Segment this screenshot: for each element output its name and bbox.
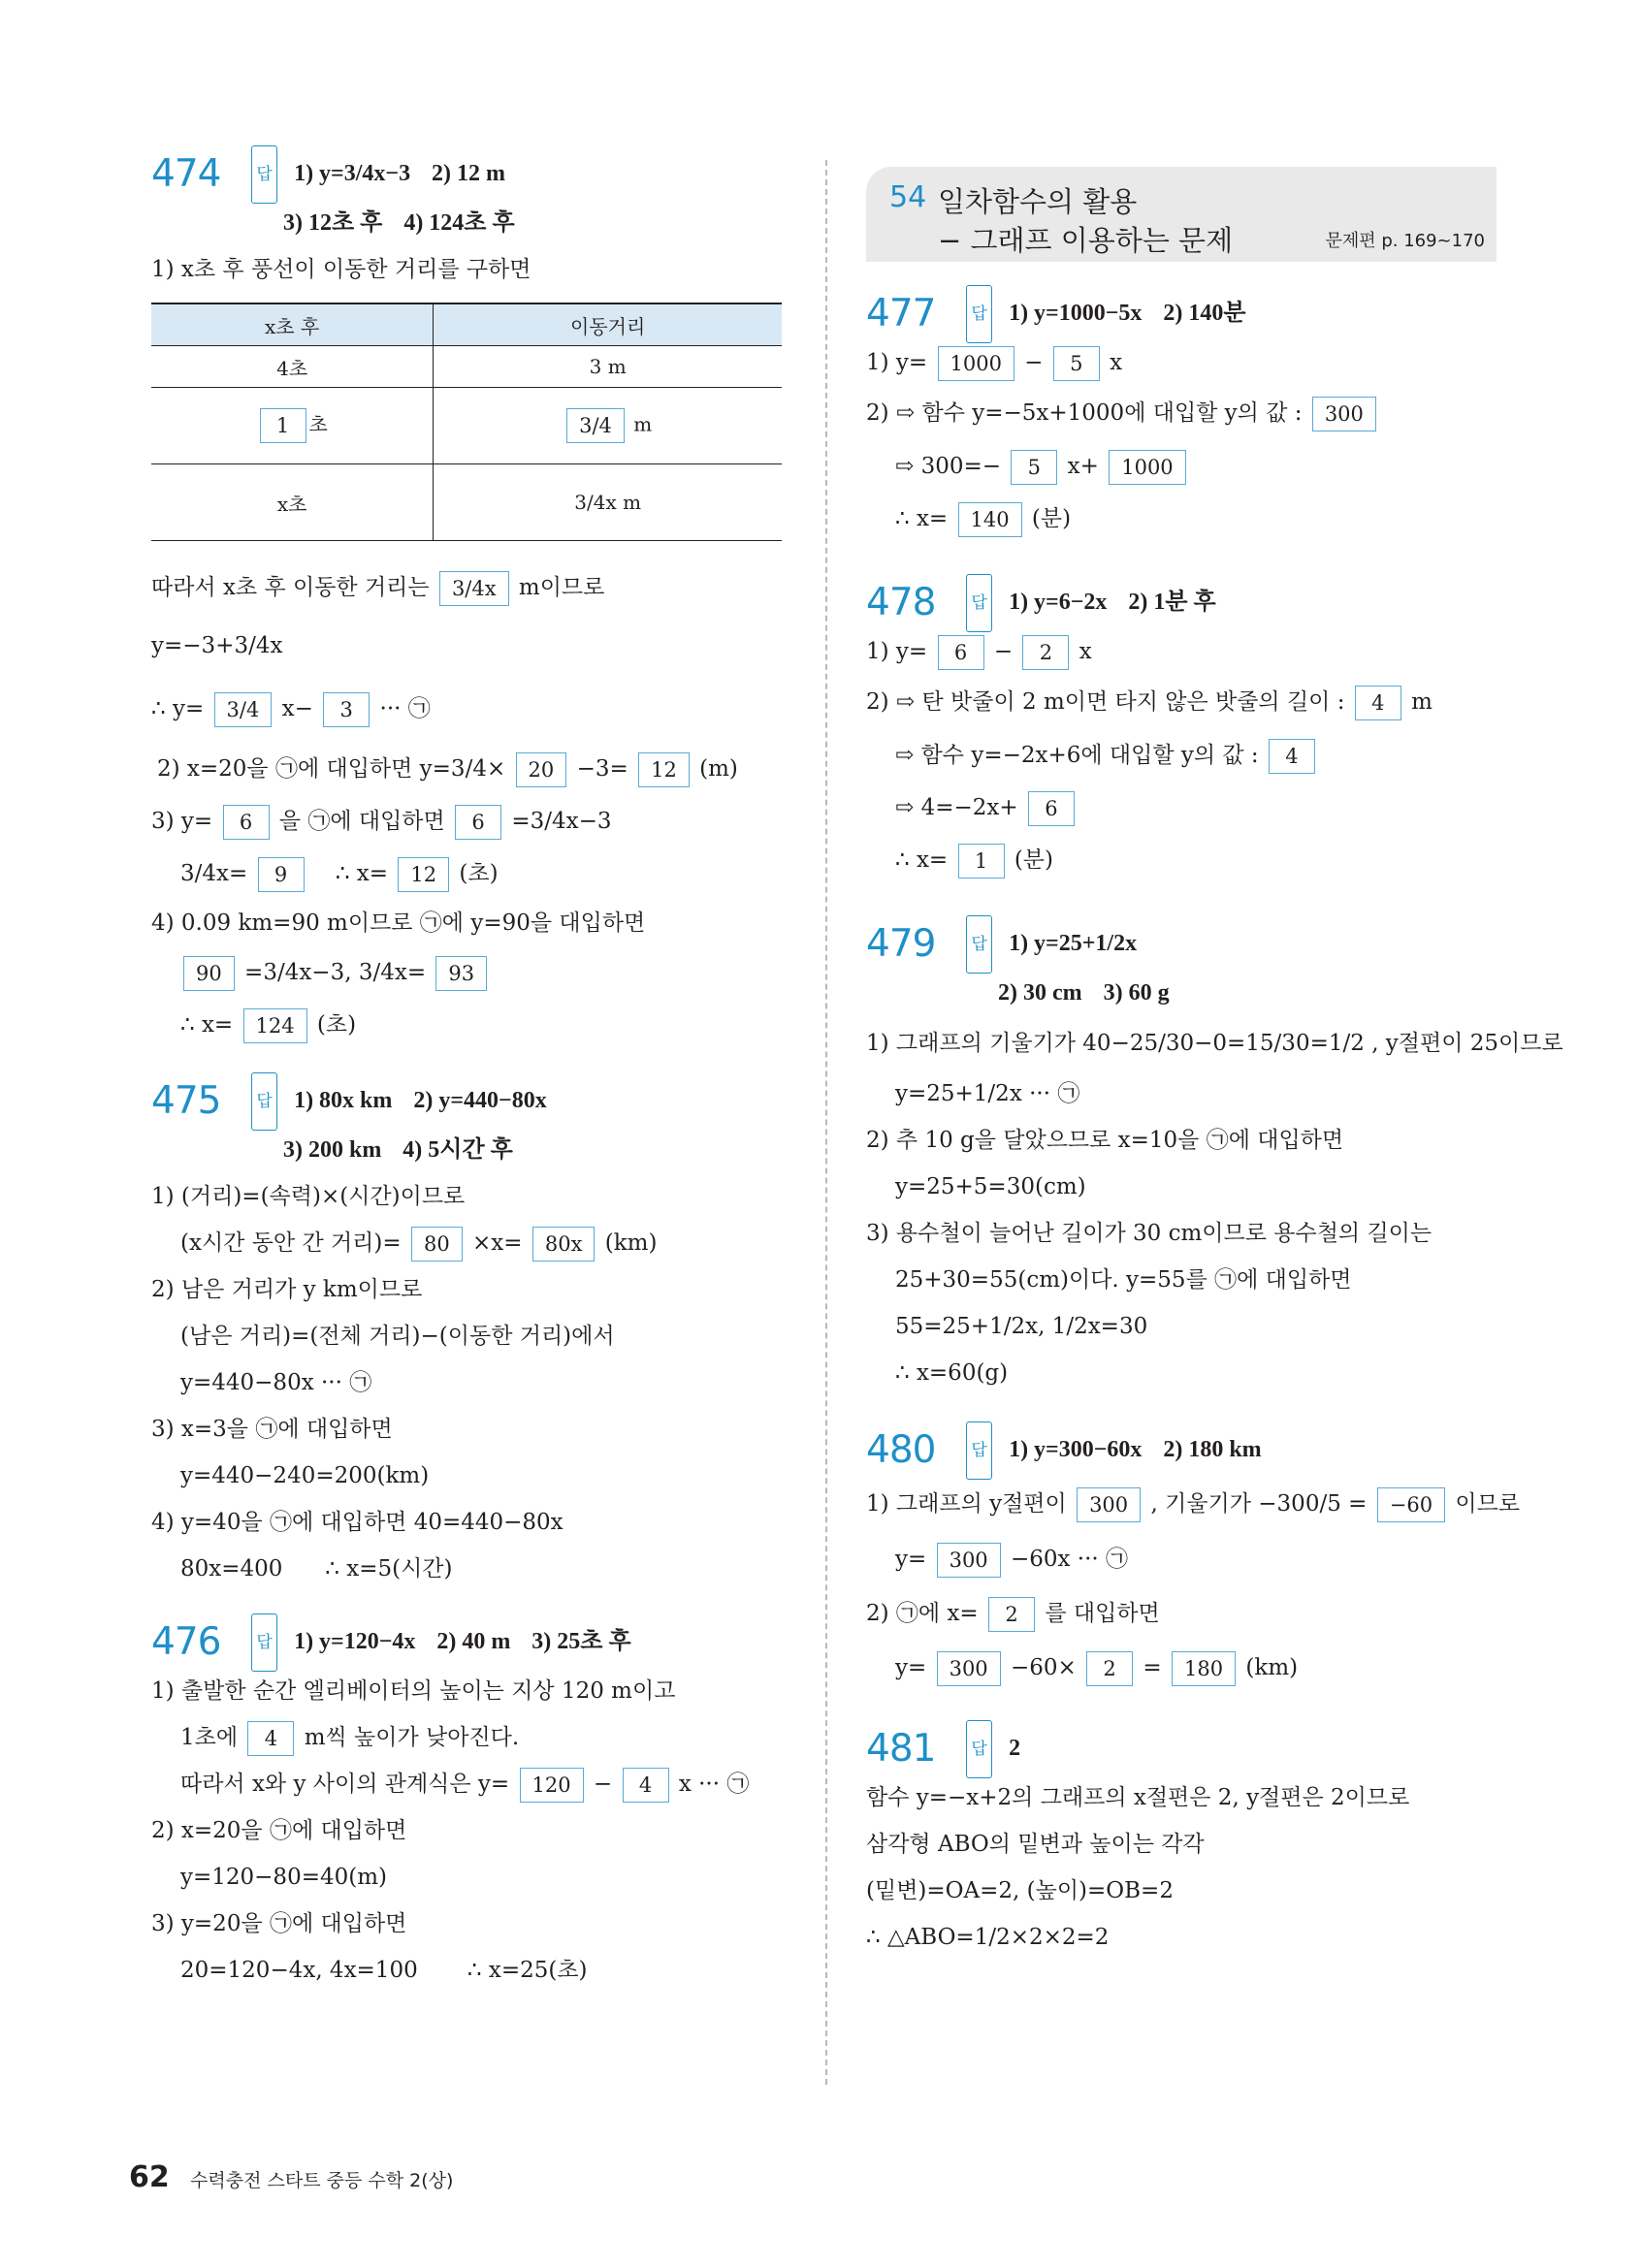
solution-line: 3) y=20을 ㉠에 대입하면 bbox=[151, 1911, 407, 1936]
solution-text: ∴ x= bbox=[180, 1012, 234, 1038]
answer-box: 300 bbox=[1312, 397, 1376, 431]
book-title: 수력충전 스타트 중등 수학 2(상) bbox=[190, 2170, 454, 2191]
solution-line: 3) x=3을 ㉠에 대입하면 bbox=[151, 1417, 393, 1442]
solution-line: (밑변)=OA=2, (높이)=OB=2 bbox=[866, 1878, 1174, 1903]
solution-text: 2) x=20을 ㉠에 대입하면 y=3/4× bbox=[157, 756, 506, 782]
solution-text: ×x= bbox=[472, 1230, 523, 1256]
solution-text: 1) y= bbox=[866, 639, 928, 664]
page-number: 62 bbox=[129, 2160, 170, 2194]
solution-line: 함수 y=−x+2의 그래프의 x절편은 2, y절편은 2이므로 bbox=[866, 1785, 1410, 1810]
problem-478 bbox=[866, 574, 1497, 886]
solution-line: y=25+1/2x ··· ㉠ bbox=[895, 1081, 1080, 1106]
solution-line: 2) 추 10 g을 달았으므로 x=10을 ㉠에 대입하면 bbox=[866, 1128, 1344, 1153]
answer-box: 4 bbox=[623, 1768, 669, 1803]
solution-text: ∴ x= bbox=[895, 506, 949, 531]
solution-text: (초) bbox=[459, 861, 499, 886]
page-footer bbox=[129, 2160, 453, 2194]
answer-box: 9 bbox=[258, 857, 305, 892]
section-title: 일차함수의 활용 bbox=[938, 185, 1138, 218]
solution-text: ⇨ 300=− bbox=[895, 454, 1002, 479]
answer-box: 80 bbox=[411, 1227, 463, 1262]
solution-line: 1) x초 후 풍선이 이동한 거리를 구하면 bbox=[151, 257, 531, 282]
solution-text: x+ bbox=[1067, 454, 1099, 479]
solution-text: x ··· ㉠ bbox=[678, 1772, 750, 1797]
answer-box: 4 bbox=[247, 1721, 294, 1756]
problem-number: 475 bbox=[151, 1079, 221, 1123]
solution-line: ∴ △ABO=1/2×2×2=2 bbox=[866, 1925, 1110, 1950]
problem-474 bbox=[151, 145, 782, 1051]
solution-text: 을 ㉠에 대입하면 bbox=[278, 809, 445, 834]
answer-2: 2) y=440−80x bbox=[413, 1088, 547, 1113]
solution-text: 이므로 bbox=[1455, 1491, 1521, 1517]
solution-text: ∴ y= bbox=[151, 696, 205, 721]
answer-1: 1) y=120−4x bbox=[294, 1629, 416, 1654]
right-column bbox=[866, 167, 1563, 1961]
answer-badge: 답 bbox=[966, 285, 991, 343]
solution-text: (분) bbox=[1031, 506, 1072, 531]
problem-number: 480 bbox=[866, 1428, 936, 1472]
answer-box: 5 bbox=[1053, 346, 1100, 381]
column-divider bbox=[825, 160, 827, 2085]
solution-line: y=25+5=30(cm) bbox=[895, 1174, 1086, 1199]
answer-badge: 답 bbox=[966, 1720, 991, 1778]
answer-1: 1) y=1000−5x bbox=[1009, 301, 1143, 326]
answer-4: 4) 5시간 후 bbox=[402, 1137, 513, 1163]
answer-2: 2) 180 km bbox=[1163, 1437, 1262, 1462]
left-column bbox=[151, 145, 782, 1994]
answer-box: 3/4 bbox=[566, 408, 625, 443]
solution-text: ··· ㉠ bbox=[379, 696, 431, 721]
answer-2: 2) 12 m bbox=[432, 161, 505, 186]
solution-text: x− bbox=[281, 696, 313, 721]
table-cell: x초 bbox=[151, 464, 434, 541]
solution-line: 1) 출발한 순간 엘리베이터의 높이는 지상 120 m이고 bbox=[151, 1678, 676, 1704]
answer-box: 6 bbox=[223, 805, 270, 840]
answer-box: 300 bbox=[1077, 1487, 1141, 1522]
solution-text: 1) 그래프의 y절편이 bbox=[866, 1491, 1067, 1517]
answer-box: 80x bbox=[532, 1227, 596, 1262]
answer-box: 2 bbox=[1086, 1651, 1133, 1686]
answer-1: 1) y=25+1/2x bbox=[1009, 931, 1138, 956]
problem-number: 474 bbox=[151, 152, 221, 196]
solution-text: (km) bbox=[604, 1230, 658, 1256]
answer-box: 120 bbox=[520, 1768, 584, 1803]
answer-box: 1000 bbox=[938, 346, 1014, 381]
answer-1: 1) y=6−2x bbox=[1009, 590, 1108, 615]
solution-line: 삼각형 ABO의 밑변과 높이는 각각 bbox=[866, 1832, 1205, 1857]
solution-text: 1) y= bbox=[866, 350, 928, 375]
problem-number: 476 bbox=[151, 1620, 221, 1664]
solution-text: −3= bbox=[576, 756, 628, 782]
solution-line: (남은 거리)=(전체 거리)−(이동한 거리)에서 bbox=[180, 1324, 615, 1349]
answer-1: 2 bbox=[1009, 1736, 1021, 1761]
solution-text: y= bbox=[895, 1547, 927, 1572]
solution-text: (분) bbox=[1014, 847, 1053, 873]
answer-1: 1) y=3/4x−3 bbox=[294, 161, 411, 186]
solution-text: 40−25/30−0=15/30=1/2 bbox=[1082, 1031, 1365, 1056]
solution-text: − bbox=[993, 639, 1014, 664]
solution-text: 1초에 bbox=[180, 1725, 239, 1750]
answer-box: 3 bbox=[323, 692, 370, 727]
solution-text: 따라서 x초 후 이동한 거리는 bbox=[151, 575, 430, 600]
answer-box: −60 bbox=[1377, 1487, 1445, 1522]
solution-text: ∴ x=5(시간) bbox=[325, 1556, 453, 1581]
unit-text: 초 bbox=[308, 412, 328, 436]
solution-text: −60x ··· ㉠ bbox=[1010, 1547, 1129, 1572]
solution-text: 2) ㉠에 x= bbox=[866, 1601, 979, 1626]
solution-text: m이므로 bbox=[518, 575, 605, 600]
answer-box: 300 bbox=[937, 1651, 1001, 1686]
section-number: 54 bbox=[889, 180, 927, 214]
solution-text: m bbox=[1411, 689, 1433, 715]
solution-text: −300/5 bbox=[1258, 1491, 1341, 1517]
solution-text: 3) y= bbox=[151, 809, 213, 834]
solution-line: 4) y=40을 ㉠에 대입하면 40=440−80x bbox=[151, 1510, 563, 1535]
answer-1: 1) y=300−60x bbox=[1009, 1437, 1143, 1462]
solution-text: 20=120−4x, 4x=100 bbox=[180, 1958, 418, 1983]
answer-box: 4 bbox=[1355, 686, 1401, 720]
answer-badge: 답 bbox=[966, 915, 991, 974]
answer-box: 6 bbox=[938, 635, 984, 670]
solution-text: ∴ x= bbox=[895, 847, 949, 873]
table-header: x초 후 bbox=[151, 303, 434, 346]
solution-text: (x시간 동안 간 거리)= bbox=[180, 1230, 402, 1256]
problem-number: 479 bbox=[866, 922, 936, 966]
solution-text: ∴ x= bbox=[335, 861, 389, 886]
answer-box: 6 bbox=[1028, 791, 1075, 826]
solution-line: y=440−80x ··· ㉠ bbox=[180, 1370, 372, 1395]
answer-box: 20 bbox=[516, 752, 567, 787]
answer-3: 3) 25초 후 bbox=[531, 1629, 631, 1654]
answer-3: 3) 60 g bbox=[1103, 980, 1170, 1006]
solution-line: 2) x=20을 ㉠에 대입하면 bbox=[151, 1818, 407, 1843]
answer-box: 93 bbox=[435, 956, 487, 991]
answer-box: 140 bbox=[958, 502, 1022, 537]
table-cell: 3/4x m bbox=[434, 464, 782, 541]
solution-text: 를 대입하면 bbox=[1045, 1601, 1160, 1626]
solution-text: , 기울기가 bbox=[1150, 1491, 1251, 1517]
solution-line: y=120−80=40(m) bbox=[180, 1865, 387, 1890]
solution-text: 2) ⇨ 함수 y=−5x+1000에 대입할 y의 값 : bbox=[866, 400, 1303, 426]
solution-text: (m) bbox=[699, 756, 738, 782]
problem-481 bbox=[866, 1720, 1497, 1961]
problem-476 bbox=[151, 1613, 782, 1994]
solution-line: y=440−240=200(km) bbox=[180, 1463, 430, 1488]
answer-3: 3) 200 km bbox=[283, 1137, 382, 1163]
table-cell: 3 m bbox=[434, 346, 782, 388]
answer-badge: 답 bbox=[251, 145, 276, 204]
solution-text: ⇨ 함수 y=−2x+6에 대입할 y의 값 : bbox=[895, 743, 1259, 768]
solution-line: 3) 용수철이 늘어난 길이가 30 cm이므로 용수철의 길이는 bbox=[866, 1221, 1433, 1246]
distance-table bbox=[151, 303, 782, 541]
answer-4: 4) 124초 후 bbox=[403, 210, 515, 236]
answer-box: 2 bbox=[1022, 635, 1069, 670]
section-reference: 문제편 p. 169~170 bbox=[1325, 231, 1485, 251]
solution-text: (초) bbox=[316, 1012, 357, 1038]
table-cell: 4초 bbox=[151, 346, 434, 388]
answer-box: 1 bbox=[260, 408, 306, 443]
answer-box: 180 bbox=[1172, 1651, 1236, 1686]
solution-line: 1) (거리)=(속력)×(시간)이므로 bbox=[151, 1184, 466, 1209]
answer-1: 1) 80x km bbox=[294, 1088, 393, 1113]
answer-badge: 답 bbox=[966, 574, 991, 632]
solution-line: ∴ x=60(g) bbox=[895, 1360, 1009, 1386]
answer-3: 3) 12초 후 bbox=[283, 210, 383, 236]
solution-text: −60× bbox=[1010, 1655, 1077, 1680]
section-subtitle: − 그래프 이용하는 문제 bbox=[938, 224, 1234, 257]
answer-box: 2 bbox=[988, 1597, 1035, 1632]
table-header: 이동거리 bbox=[434, 303, 782, 346]
answer-box: 3/4x bbox=[439, 571, 509, 606]
answer-2: 2) 1분 후 bbox=[1128, 590, 1216, 615]
solution-line: 25+30=55(cm)이다. y=55를 ㉠에 대입하면 bbox=[895, 1267, 1352, 1293]
section-header bbox=[866, 167, 1497, 262]
problem-number: 481 bbox=[866, 1727, 936, 1771]
solution-line: 2) 남은 거리가 y km이므로 bbox=[151, 1277, 423, 1302]
solution-text: y= bbox=[895, 1655, 927, 1680]
unit-text: m bbox=[633, 412, 653, 436]
solution-text: m씩 높이가 낮아진다. bbox=[304, 1725, 520, 1750]
solution-text: =3/4x−3 bbox=[511, 809, 612, 834]
solution-line: y=−3+3/4x bbox=[151, 633, 283, 658]
solution-text: x bbox=[1110, 350, 1123, 375]
solution-text: 2) ⇨ 탄 밧줄이 2 m이면 타지 않은 밧줄의 길이 : bbox=[866, 689, 1345, 715]
solution-text: − bbox=[1024, 350, 1044, 375]
solution-text: 1) 그래프의 기울기가 bbox=[866, 1031, 1076, 1056]
solution-text: ∴ x=25(초) bbox=[467, 1958, 588, 1983]
answer-badge: 답 bbox=[251, 1072, 276, 1131]
solution-text: (km) bbox=[1245, 1655, 1299, 1680]
solution-text: − bbox=[593, 1772, 613, 1797]
answer-2: 2) 40 m bbox=[436, 1629, 511, 1654]
solution-text: =3/4x−3, 3/4x= bbox=[244, 960, 427, 985]
solution-line: 55=25+1/2x, 1/2x=30 bbox=[895, 1314, 1148, 1339]
problem-number: 478 bbox=[866, 581, 936, 624]
answer-box: 1000 bbox=[1109, 450, 1185, 485]
problem-number: 477 bbox=[866, 292, 936, 335]
answer-box: 5 bbox=[1011, 450, 1057, 485]
solution-text: 따라서 x와 y 사이의 관계식은 y= bbox=[180, 1772, 510, 1797]
answer-box: 1 bbox=[958, 844, 1005, 878]
problem-477 bbox=[866, 285, 1497, 545]
problem-480 bbox=[866, 1421, 1521, 1695]
problem-479 bbox=[866, 915, 1563, 1396]
solution-text: 80x=400 bbox=[180, 1556, 283, 1581]
solution-text: ⇨ 4=−2x+ bbox=[895, 795, 1018, 820]
answer-box: 90 bbox=[183, 956, 235, 991]
solution-text: = bbox=[1143, 1655, 1162, 1680]
solution-text: 3/4x= bbox=[180, 861, 248, 886]
answer-2: 2) 140분 bbox=[1163, 301, 1246, 326]
answer-box: 4 bbox=[1269, 739, 1315, 774]
solution-line: 4) 0.09 km=90 m이므로 ㉠에 y=90을 대입하면 bbox=[151, 910, 646, 936]
solution-text: , y절편이 25이므로 bbox=[1371, 1031, 1563, 1056]
answer-box: 12 bbox=[398, 857, 449, 892]
answer-2: 2) 30 cm bbox=[998, 980, 1082, 1006]
problem-475 bbox=[151, 1072, 782, 1592]
answer-box: 6 bbox=[455, 805, 501, 840]
answer-badge: 답 bbox=[251, 1613, 276, 1672]
answer-box: 3/4 bbox=[214, 692, 273, 727]
solution-text: x bbox=[1079, 639, 1092, 664]
answer-box: 124 bbox=[243, 1008, 307, 1043]
answer-badge: 답 bbox=[966, 1421, 991, 1480]
answer-box: 300 bbox=[937, 1543, 1001, 1578]
solution-text: = bbox=[1348, 1491, 1368, 1517]
answer-box: 12 bbox=[638, 752, 690, 787]
